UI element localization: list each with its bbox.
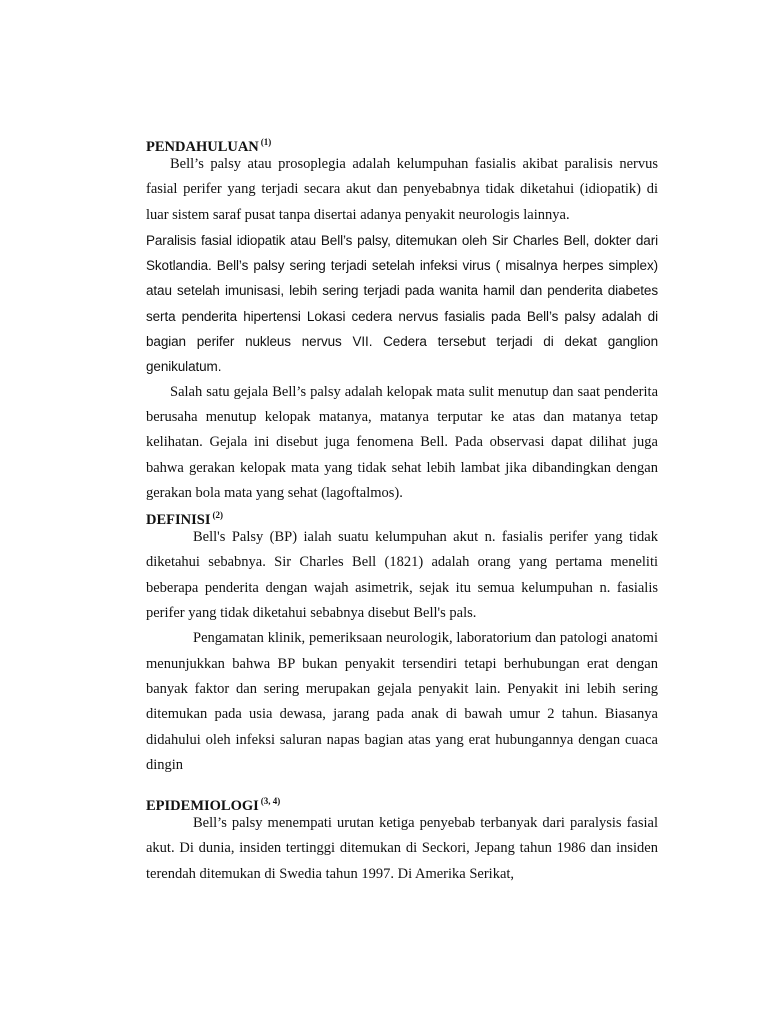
heading-epidemiologi-ref: (3, 4) <box>260 796 281 807</box>
heading-epidemiologi-title: EPIDEMIOLOGI <box>146 798 259 815</box>
document-page <box>146 133 658 887</box>
paragraph-pendahuluan-2: Paralisis fasial idiopatik atau Bell’s palsy, ditemukan oleh Sir Charles Bell, dokter dari Skotlandia. Bell’s palsy sering terjadi setelah infeksi virus ( misalnya herpes simplex) atau setelah imunisasi, lebih sering terjadi pada wanita hamil dan penderita diabetes serta penderita hipertensi Lokasi cedera nervus fasialis pada Bell’s palsy adalah di bagian perifer nukleus nervus VII. Cedera tersebut terjadi di dekat ganglion genikulatum. <box>146 232 658 375</box>
paragraph-epidemiologi-1: Bell’s palsy menempati urutan ketiga penyebab terbanyak dari paralysis fasial akut. Di dunia, insiden tertinggi ditemukan di Seckori, Jepang tahun 1986 dan insiden terendah ditemukan di Swedia tahun 1997. Di Amerika Serikat, <box>146 815 658 882</box>
heading-epidemiologi <box>146 792 658 815</box>
heading-definisi <box>146 506 658 529</box>
paragraph-definisi-2: Pengamatan klinik, pemeriksaan neurologik, laboratorium dan patologi anatomi menunjukkan bahwa BP bukan penyakit tersendiri tetapi berhubungan erat dengan banyak faktor dan sering merupakan gejala penyakit lain. Penyakit ini lebih sering ditemukan pada usia dewasa, jarang pada anak di bawah umur 2 tahun. Biasanya didahului oleh infeksi saluran napas bagian atas yang erat hubungannya dengan cuaca dingin <box>146 630 658 773</box>
paragraph-definisi-1: Bell's Palsy (BP) ialah suatu kelumpuhan akut n. fasialis perifer yang tidak diketahui sebabnya. Sir Charles Bell (1821) adalah orang yang pertama meneliti beberapa penderita dengan wajah asimetrik, sejak itu semua kelumpuhan n. fasialis perifer yang tidak diketahui sebabnya disebut Bell's pals. <box>146 529 658 622</box>
section-gap <box>146 778 658 792</box>
heading-pendahuluan <box>146 133 658 155</box>
heading-pendahuluan-title: PENDAHULUAN <box>146 139 259 155</box>
paragraph-pendahuluan-3: Salah satu gejala Bell’s palsy adalah kelopak mata sulit menutup dan saat penderita berusaha menutup kelopak matanya, matanya terputar ke atas dan matanya tetap kelihatan. Gejala ini disebut juga fenomena Bell. Pada observasi dapat dilihat juga bahwa gerakan kelopak mata yang tidak sehat lebih lambat jika dibandingkan dengan gerakan bola mata yang sehat (lagoftalmos). <box>146 383 658 501</box>
paragraph-pendahuluan-1: Bell’s palsy atau prosoplegia adalah kelumpuhan fasialis akibat paralisis nervus fasial perifer yang terjadi secara akut dan penyebabnya tidak diketahui (idiopatik) di luar sistem saraf pusat tanpa disertai adanya penyakit neurologis lainnya. <box>146 156 658 223</box>
heading-pendahuluan-ref: (1) <box>260 137 272 147</box>
heading-definisi-title: DEFINISI <box>146 512 211 529</box>
heading-definisi-ref: (2) <box>212 510 223 521</box>
